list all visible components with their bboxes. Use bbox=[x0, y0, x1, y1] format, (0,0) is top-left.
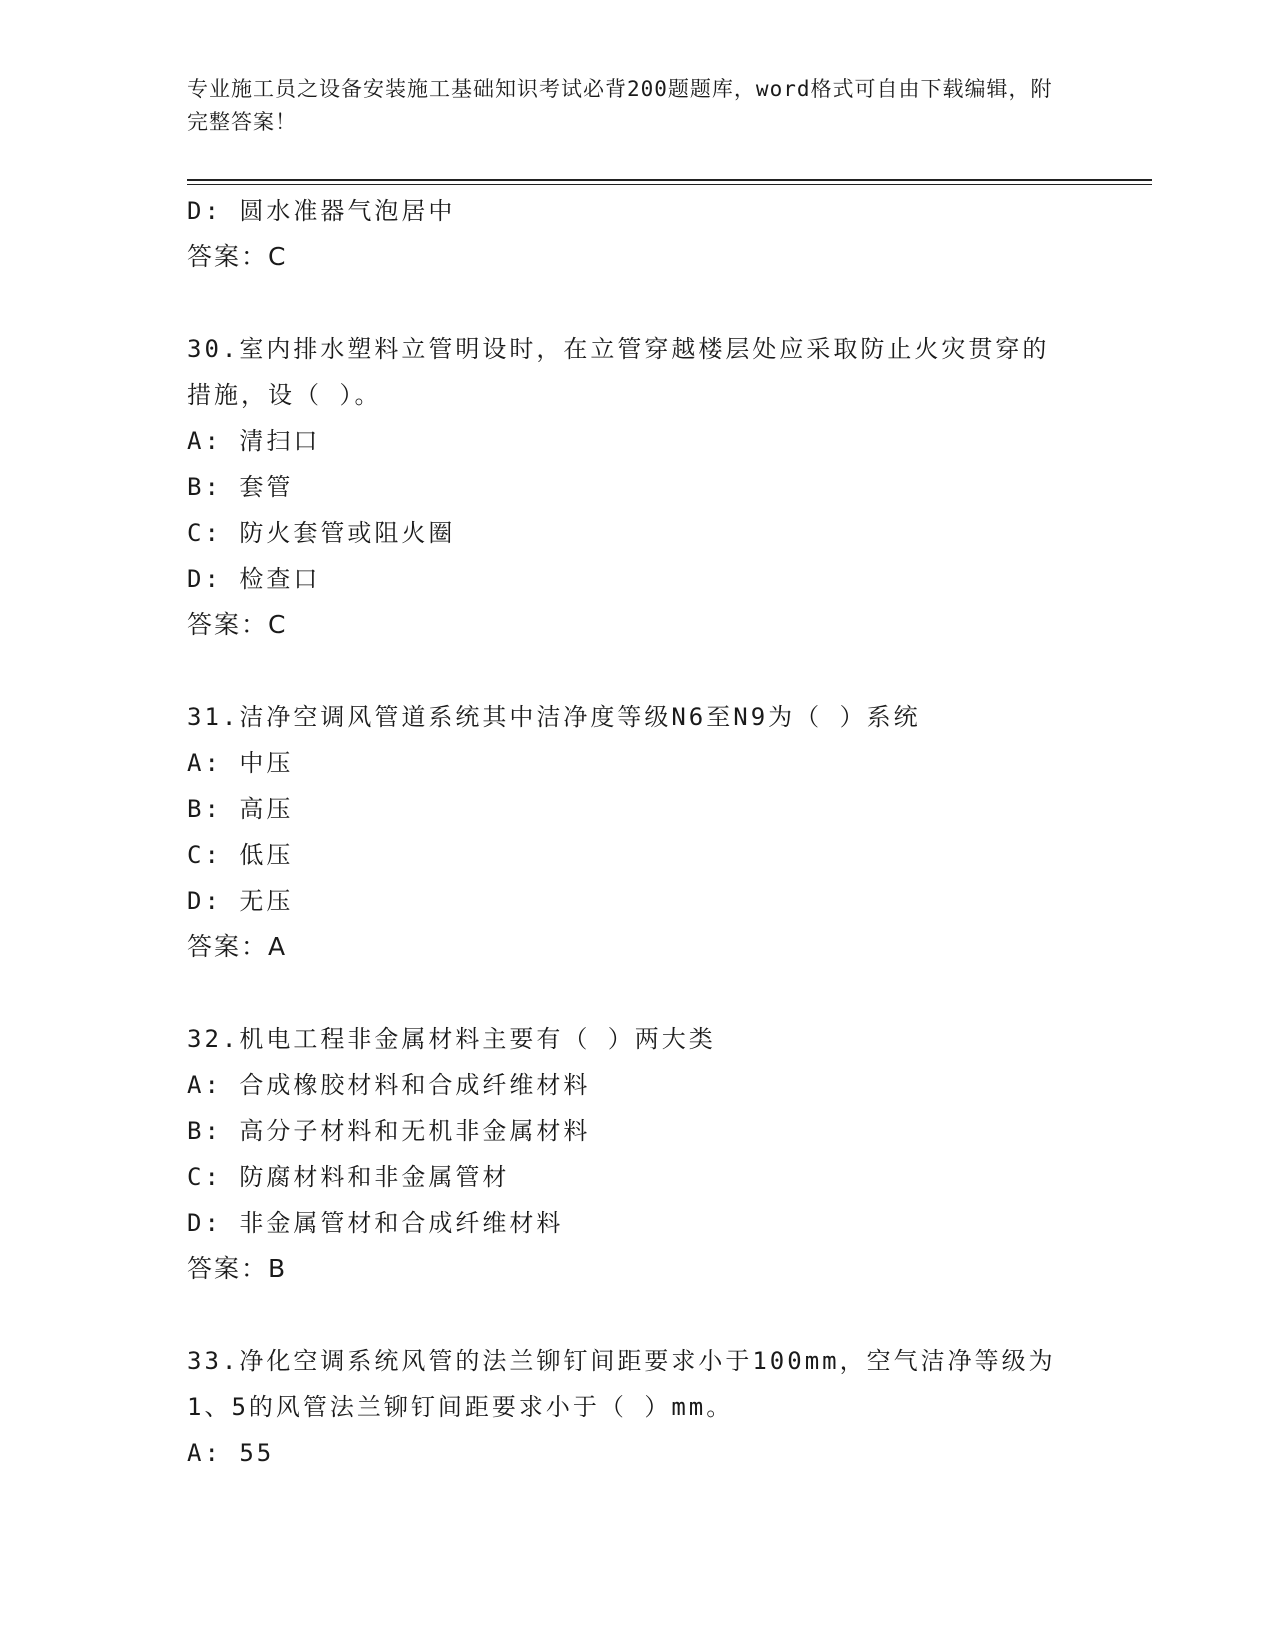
question-text: 32.机电工程非金属材料主要有（ ）两大类 bbox=[187, 1025, 716, 1053]
option-a: A: 清扫口 bbox=[187, 427, 321, 455]
document-body bbox=[187, 188, 1087, 1476]
document-header: 专业施工员之设备安装施工基础知识考试必背200题题库，word格式可自由下载编辑，附完整答案！ bbox=[187, 77, 1053, 134]
carryover-answer: 答案：C bbox=[187, 242, 288, 271]
answer: 答案：A bbox=[187, 932, 288, 961]
answer: 答案：B bbox=[187, 1254, 288, 1283]
option-b: B: 套管 bbox=[187, 473, 294, 501]
answer: 答案：C bbox=[187, 610, 288, 639]
header-divider-thin bbox=[187, 184, 1152, 185]
question-text: 33.净化空调系统风管的法兰铆钉间距要求小于100mm，空气洁净等级为1、5的风管法兰铆钉间距要求小于（ ）mm。 bbox=[187, 1347, 1056, 1421]
carryover-option-d: D: 圆水准器气泡居中 bbox=[187, 197, 456, 225]
option-d: D: 非金属管材和合成纤维材料 bbox=[187, 1209, 564, 1237]
header-divider-thick bbox=[187, 179, 1152, 181]
option-c: C: 防腐材料和非金属管材 bbox=[187, 1163, 510, 1191]
question-text: 31.洁净空调风管道系统其中洁净度等级N6至N9为（ ）系统 bbox=[187, 703, 921, 731]
option-a: A: 55 bbox=[187, 1439, 275, 1467]
option-a: A: 中压 bbox=[187, 749, 294, 777]
option-d: D: 无压 bbox=[187, 887, 294, 915]
option-a: A: 合成橡胶材料和合成纤维材料 bbox=[187, 1071, 591, 1099]
option-c: C: 低压 bbox=[187, 841, 294, 869]
question-31 bbox=[187, 694, 1087, 970]
option-b: B: 高分子材料和无机非金属材料 bbox=[187, 1117, 591, 1145]
option-d: D: 检查口 bbox=[187, 565, 321, 593]
question-30 bbox=[187, 326, 1087, 648]
option-b: B: 高压 bbox=[187, 795, 294, 823]
question-33 bbox=[187, 1338, 1087, 1476]
question-text: 30.室内排水塑料立管明设时，在立管穿越楼层处应采取防止火灾贯穿的措施，设（ ）。 bbox=[187, 335, 1050, 409]
option-c: C: 防火套管或阻火圈 bbox=[187, 519, 456, 547]
question-32 bbox=[187, 1016, 1087, 1292]
